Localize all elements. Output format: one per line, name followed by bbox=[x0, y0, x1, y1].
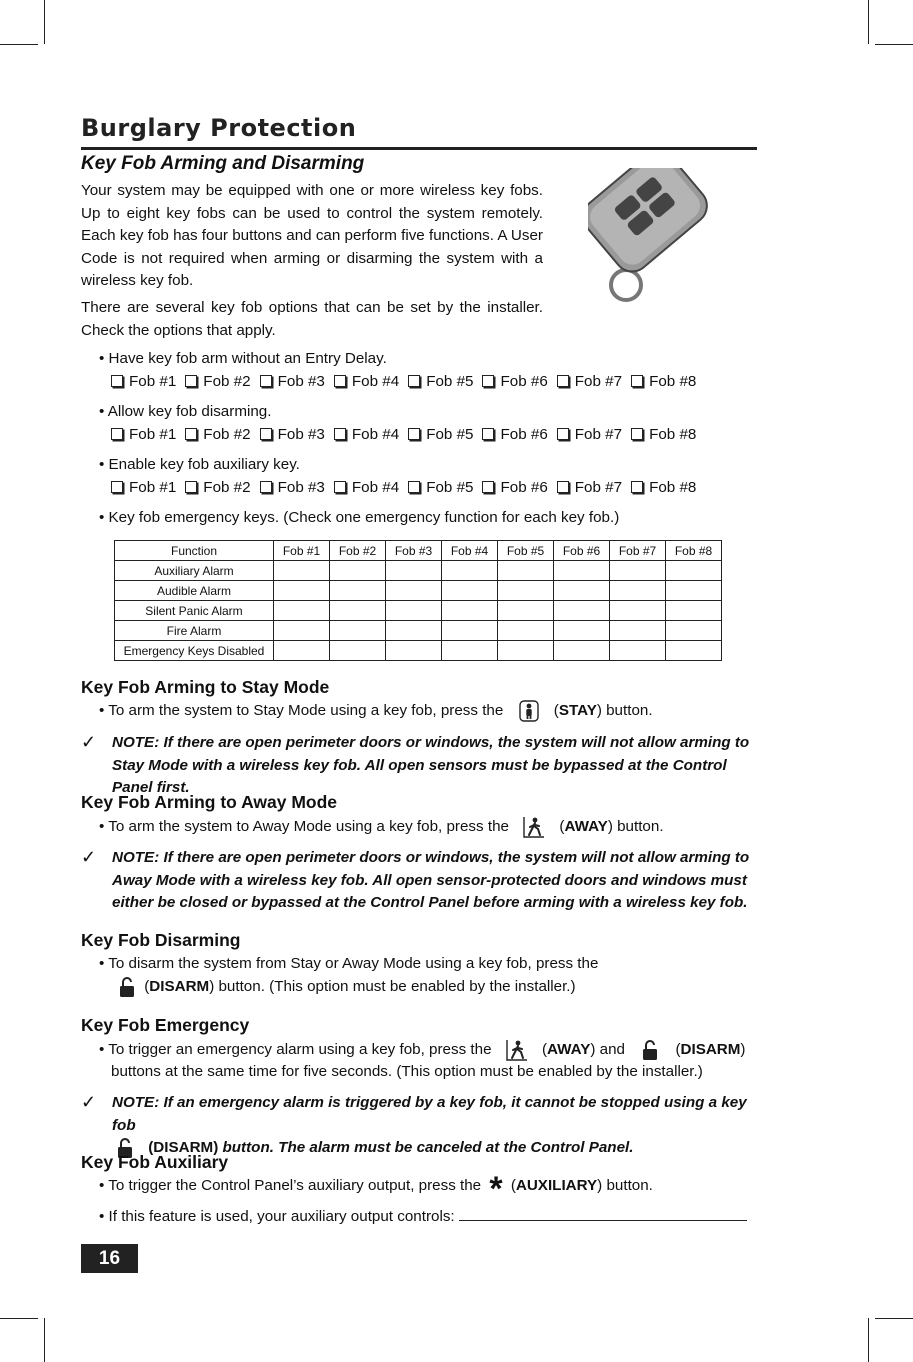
checkbox-icon bbox=[408, 375, 420, 387]
fob-checkbox[interactable]: Fob #6 bbox=[482, 426, 547, 443]
table-cell[interactable] bbox=[666, 641, 722, 661]
crop-mark bbox=[44, 1318, 45, 1362]
table-cell[interactable] bbox=[498, 561, 554, 581]
table-cell[interactable] bbox=[442, 561, 498, 581]
table-cell[interactable] bbox=[330, 641, 386, 661]
table-cell[interactable] bbox=[442, 621, 498, 641]
crop-mark bbox=[44, 0, 45, 44]
checkbox-icon bbox=[260, 428, 272, 440]
checkbox-icon bbox=[557, 375, 569, 387]
table-header: Fob #5 bbox=[498, 541, 554, 561]
table-cell[interactable] bbox=[330, 621, 386, 641]
table-cell[interactable] bbox=[274, 561, 330, 581]
option-text: • Enable key fob auxiliary key. bbox=[99, 456, 300, 473]
table-cell[interactable] bbox=[386, 641, 442, 661]
table-cell[interactable] bbox=[442, 581, 498, 601]
table-row bbox=[115, 561, 722, 581]
section-subtitle: Key Fob Arming and Disarming bbox=[81, 153, 365, 174]
table-cell[interactable] bbox=[330, 561, 386, 581]
checkbox-icon bbox=[260, 375, 272, 387]
option-text: • Allow key fob disarming. bbox=[99, 403, 272, 420]
table-cell-function: Auxiliary Alarm bbox=[115, 561, 274, 581]
checkbox-icon bbox=[334, 428, 346, 440]
fob-checkbox[interactable]: Fob #3 bbox=[260, 479, 325, 496]
table-cell[interactable] bbox=[610, 601, 666, 621]
checkbox-icon bbox=[185, 428, 197, 440]
checkbox-icon bbox=[482, 375, 494, 387]
fob-checkbox[interactable]: Fob #3 bbox=[260, 373, 325, 390]
checkbox-icon bbox=[482, 481, 494, 493]
fob-checkbox-row bbox=[111, 373, 696, 390]
table-cell[interactable] bbox=[386, 601, 442, 621]
fob-checkbox[interactable]: Fob #6 bbox=[482, 373, 547, 390]
key-fob-illustration bbox=[588, 168, 738, 306]
stay-note: NOTE: If there are open perimeter doors or windows, the system will not allow arming to Stay Mode with a wireless key fob. All open sensors must be bypassed at the Control Panel first. bbox=[112, 734, 750, 797]
fob-checkbox[interactable]: Fob #7 bbox=[557, 479, 622, 496]
table-cell[interactable] bbox=[666, 561, 722, 581]
crop-mark bbox=[0, 44, 38, 45]
table-cell[interactable] bbox=[498, 601, 554, 621]
table-cell[interactable] bbox=[666, 601, 722, 621]
page-number: 16 bbox=[81, 1244, 138, 1273]
table-cell[interactable] bbox=[666, 621, 722, 641]
fob-checkbox[interactable]: Fob #1 bbox=[111, 426, 176, 443]
away-instruction: • To arm the system to Away Mode using a key fob, press the (AWAY) button. bbox=[99, 815, 664, 839]
table-header: Fob #8 bbox=[666, 541, 722, 561]
fob-checkbox[interactable]: Fob #5 bbox=[408, 479, 473, 496]
asterisk-icon: * bbox=[489, 1170, 503, 1208]
table-header: Fob #4 bbox=[442, 541, 498, 561]
table-header: Fob #6 bbox=[554, 541, 610, 561]
title-rule bbox=[81, 147, 757, 150]
table-header-row bbox=[115, 541, 722, 561]
table-cell[interactable] bbox=[498, 621, 554, 641]
checkbox-icon bbox=[408, 481, 420, 493]
intro-paragraph: Your system may be equipped with one or more wireless key fobs. Up to eight key fobs can be used to control the system remotely. Each key fob has four buttons and can perform five functions. A User Code is not required when arming or disarming the system with a wireless key fob. bbox=[81, 182, 543, 290]
checkbox-icon bbox=[111, 428, 123, 440]
fob-checkbox[interactable]: Fob #2 bbox=[185, 479, 250, 496]
table-header: Fob #2 bbox=[330, 541, 386, 561]
fob-checkbox-row bbox=[111, 479, 696, 496]
table-row bbox=[115, 581, 722, 601]
away-walking-person-icon bbox=[521, 815, 547, 839]
options-paragraph: There are several key fob options that can be set by the installer. Check the options that apply. bbox=[81, 299, 543, 339]
fob-checkbox[interactable]: Fob #6 bbox=[482, 479, 547, 496]
table-row bbox=[115, 621, 722, 641]
unlock-icon bbox=[118, 976, 136, 998]
option-text: • Have key fob arm without an Entry Delay. bbox=[99, 350, 387, 367]
table-cell[interactable] bbox=[442, 641, 498, 661]
emergency-instruction: • To trigger an emergency alarm using a key fob, press the (AWAY) and (DISARM) bbox=[99, 1038, 745, 1062]
table-cell[interactable] bbox=[666, 581, 722, 601]
emergency-note: NOTE: If an emergency alarm is triggered by a key fob, it cannot be stopped using a key fob (DISARM) button. The alarm must be canceled at the Control Panel. bbox=[112, 1092, 757, 1160]
table-header: Fob #3 bbox=[386, 541, 442, 561]
checkbox-icon bbox=[631, 481, 643, 493]
table-cell[interactable] bbox=[330, 601, 386, 621]
stay-instruction: • To arm the system to Stay Mode using a key fob, press the (STAY) button. bbox=[99, 700, 653, 722]
crop-mark bbox=[0, 1318, 38, 1319]
unlock-icon bbox=[641, 1039, 659, 1061]
stay-person-icon bbox=[516, 700, 542, 722]
section-heading-emergency: Key Fob Emergency bbox=[81, 1015, 250, 1035]
fob-checkbox[interactable]: Fob #8 bbox=[631, 426, 696, 443]
table-cell[interactable] bbox=[554, 561, 610, 581]
table-cell[interactable] bbox=[274, 581, 330, 601]
fob-checkbox-row bbox=[111, 426, 696, 443]
check-icon: ✓ bbox=[81, 732, 97, 752]
checkbox-icon bbox=[557, 428, 569, 440]
table-cell-function: Silent Panic Alarm bbox=[115, 601, 274, 621]
table-cell-function: Emergency Keys Disabled bbox=[115, 641, 274, 661]
crop-mark bbox=[868, 0, 869, 44]
table-cell[interactable] bbox=[386, 621, 442, 641]
page-title: Burglary Protection bbox=[81, 114, 357, 142]
checkbox-icon bbox=[185, 481, 197, 493]
fill-in-blank[interactable] bbox=[459, 1206, 747, 1221]
away-note: NOTE: If there are open perimeter doors or windows, the system will not allow arming to Away Mode with a wireless key fob. All open sensor-protected doors and windows must either be closed or bypassed at the Control Panel before arming with a wireless key fob. bbox=[112, 849, 750, 912]
table-cell[interactable] bbox=[498, 641, 554, 661]
checkbox-icon bbox=[334, 481, 346, 493]
check-icon: ✓ bbox=[81, 847, 97, 867]
fob-checkbox[interactable]: Fob #1 bbox=[111, 373, 176, 390]
auxiliary-output-line: • If this feature is used, your auxiliary output controls: bbox=[99, 1206, 747, 1228]
table-cell[interactable] bbox=[386, 581, 442, 601]
table-cell[interactable] bbox=[554, 581, 610, 601]
section-heading-away: Key Fob Arming to Away Mode bbox=[81, 792, 338, 812]
checkbox-icon bbox=[631, 428, 643, 440]
fob-checkbox[interactable]: Fob #8 bbox=[631, 479, 696, 496]
fob-checkbox[interactable]: Fob #4 bbox=[334, 373, 399, 390]
crop-mark bbox=[875, 44, 913, 45]
checkbox-icon bbox=[185, 375, 197, 387]
fob-checkbox[interactable]: Fob #7 bbox=[557, 426, 622, 443]
table-cell-function: Audible Alarm bbox=[115, 581, 274, 601]
checkbox-icon bbox=[111, 375, 123, 387]
table-cell[interactable] bbox=[610, 621, 666, 641]
option-text: • Key fob emergency keys. (Check one emergency function for each key fob.) bbox=[99, 509, 620, 526]
emergency-instruction-cont: buttons at the same time for five seconds. (This option must be enabled by the installer.) bbox=[111, 1063, 703, 1080]
crop-mark bbox=[868, 1318, 869, 1362]
table-cell[interactable] bbox=[442, 601, 498, 621]
table-cell[interactable] bbox=[274, 621, 330, 641]
section-heading-auxiliary: Key Fob Auxiliary bbox=[81, 1152, 229, 1172]
table-cell[interactable] bbox=[274, 641, 330, 661]
table-cell[interactable] bbox=[554, 601, 610, 621]
emergency-table bbox=[114, 540, 722, 661]
away-walking-person-icon bbox=[504, 1038, 530, 1062]
table-cell[interactable] bbox=[554, 621, 610, 641]
fob-checkbox[interactable]: Fob #7 bbox=[557, 373, 622, 390]
fob-checkbox[interactable]: Fob #5 bbox=[408, 426, 473, 443]
table-row bbox=[115, 601, 722, 621]
checkbox-icon bbox=[334, 375, 346, 387]
check-icon: ✓ bbox=[81, 1092, 97, 1112]
fob-checkbox[interactable]: Fob #3 bbox=[260, 426, 325, 443]
crop-mark bbox=[875, 1318, 913, 1319]
table-cell[interactable] bbox=[498, 581, 554, 601]
table-cell-function: Fire Alarm bbox=[115, 621, 274, 641]
checkbox-icon bbox=[408, 428, 420, 440]
fob-checkbox[interactable]: Fob #4 bbox=[334, 426, 399, 443]
fob-checkbox[interactable]: Fob #2 bbox=[185, 426, 250, 443]
checkbox-icon bbox=[631, 375, 643, 387]
checkbox-icon bbox=[260, 481, 272, 493]
checkbox-icon bbox=[111, 481, 123, 493]
table-header: Fob #1 bbox=[274, 541, 330, 561]
table-header: Function bbox=[115, 541, 274, 561]
section-heading-stay: Key Fob Arming to Stay Mode bbox=[81, 677, 330, 697]
table-cell[interactable] bbox=[610, 581, 666, 601]
fob-checkbox[interactable]: Fob #5 bbox=[408, 373, 473, 390]
table-cell[interactable] bbox=[610, 561, 666, 581]
disarm-instruction: • To disarm the system from Stay or Away Mode using a key fob, press the bbox=[99, 955, 599, 972]
fob-checkbox[interactable]: Fob #1 bbox=[111, 479, 176, 496]
disarm-instruction-cont: (DISARM) button. (This option must be enabled by the installer.) bbox=[114, 976, 576, 998]
fob-checkbox[interactable]: Fob #8 bbox=[631, 373, 696, 390]
fob-checkbox[interactable]: Fob #4 bbox=[334, 479, 399, 496]
table-cell[interactable] bbox=[274, 601, 330, 621]
table-cell[interactable] bbox=[330, 581, 386, 601]
table-cell[interactable] bbox=[554, 641, 610, 661]
auxiliary-instruction: • To trigger the Control Panel’s auxiliary output, press the * (AUXILIARY) button. bbox=[99, 1170, 653, 1208]
section-heading-disarm: Key Fob Disarming bbox=[81, 930, 241, 950]
table-header: Fob #7 bbox=[610, 541, 666, 561]
fob-checkbox[interactable]: Fob #2 bbox=[185, 373, 250, 390]
checkbox-icon bbox=[557, 481, 569, 493]
table-cell[interactable] bbox=[610, 641, 666, 661]
table-row bbox=[115, 641, 722, 661]
table-cell[interactable] bbox=[386, 561, 442, 581]
checkbox-icon bbox=[482, 428, 494, 440]
